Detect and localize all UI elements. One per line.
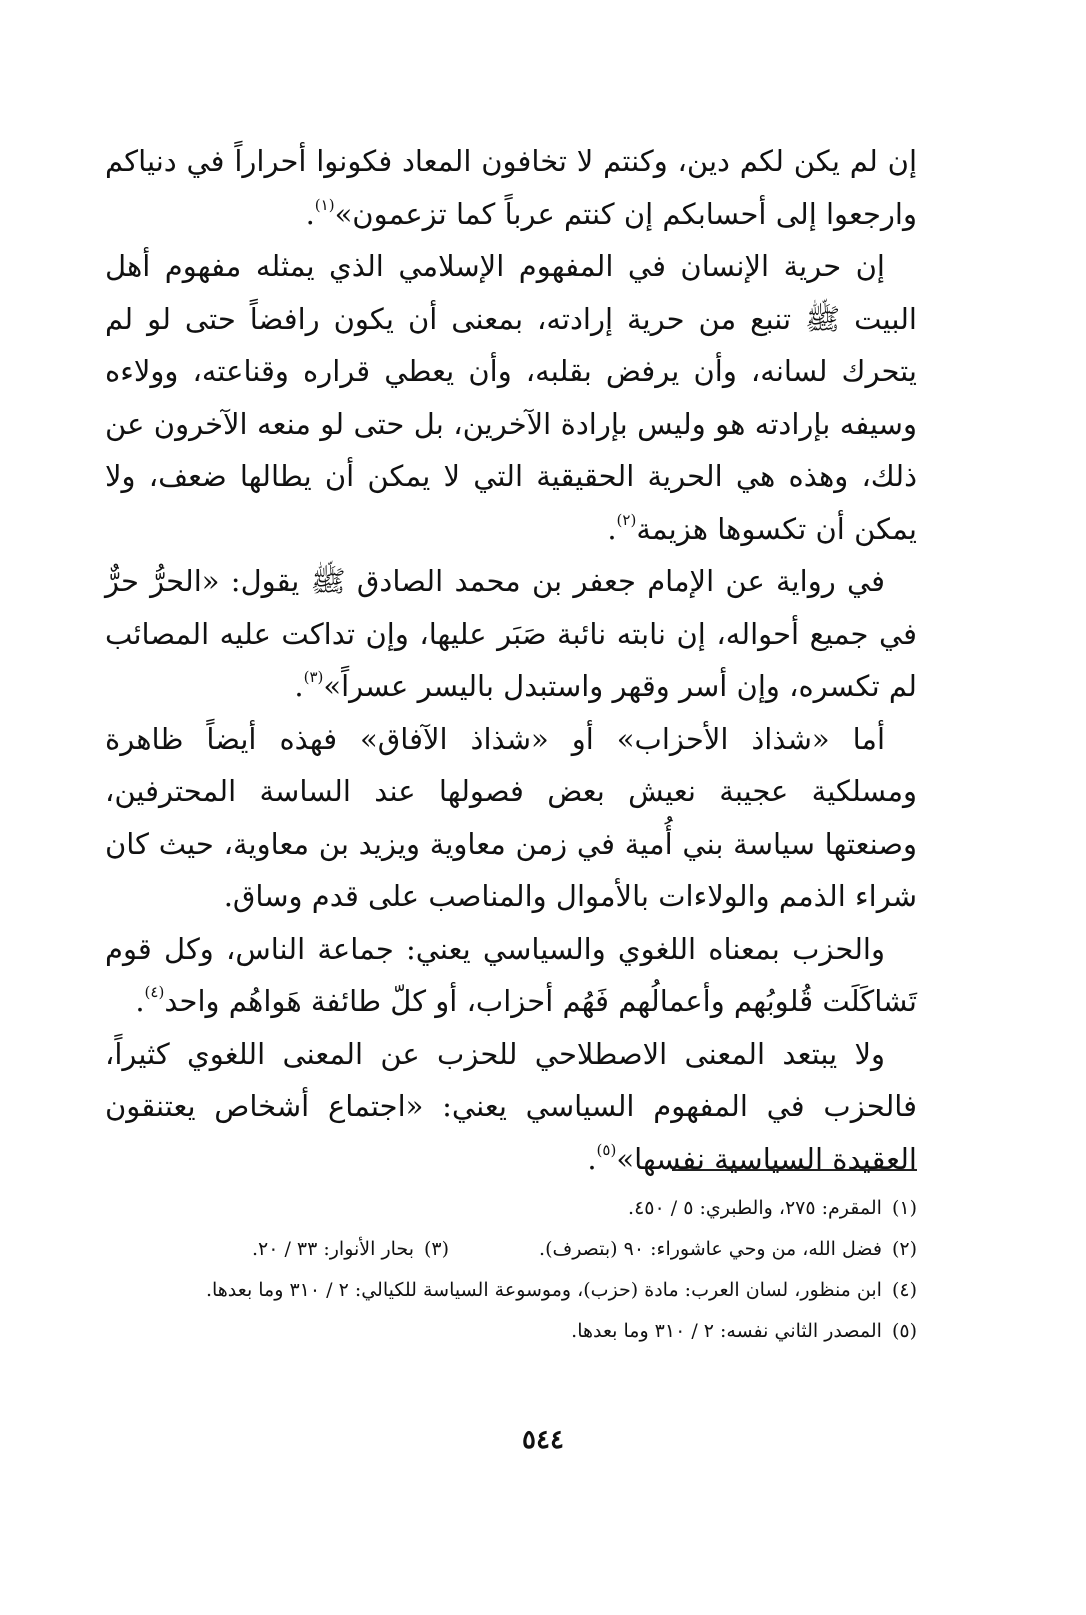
footnote-1: (١)المقرم: ٢٧٥، والطبري: ٥ / ٤٥٠. xyxy=(628,1197,917,1219)
paragraph-2: إن حرية الإنسان في المفهوم الإسلامي الذي يمثله مفهوم أهل البيت ﷺ تنبع من حرية إرادته، بمعنى أن يكون رافضاً حتى لو لم يتحرك لسانه، وأن يرفض بقلبه، وأن يعطي قراره وقناعته، وولاءه وسيفه بإرادته هو وليس بإرادة الآخرين، بل حتى لو منعه الآخرون عن ذلك، وهذه هي الحرية الحقيقية التي لا يمكن أن يطالها ضعف، ولا يمكن أن تكسوها هزيمة$^{(٢)}$. xyxy=(105,249,917,546)
paragraph-5: والحزب بمعناه اللغوي والسياسي يعني: جماعة الناس، وكل قوم تَشاكَلَت قُلوبُهم وأعمالُهم فَهُم أحزاب، أو كلّ طائفة هَواهُم واحد$^{(٤)}$. xyxy=(105,931,917,1018)
paragraph-6: ولا يبتعد المعنى الاصطلاحي للحزب عن المعنى اللغوي كثيراً، فالحزب في المفهوم السياسي يعني: «اجتماع أشخاص يعتنقون العقيدة السياسية نفسها»$^{(٥)}$. xyxy=(105,1036,917,1176)
paragraph-3: في رواية عن الإمام جعفر بن محمد الصادق ﷺ يقول: «الحرُّ حرٌّ في جميع أحواله، إن نابته نائبة صَبَر عليها، وإن تداكت عليه المصائب لم تكسره، وإن أسر وقهر واستبدل باليسر عسراً»$^{(٣)}$. xyxy=(105,564,917,703)
footnote-3: (٣)بحار الأنوار: ٣٣ / ٢٠. xyxy=(251,1238,450,1260)
page-number: ٥٤٤ xyxy=(522,1425,564,1455)
footnote-ref-5: (٥) xyxy=(596,1140,617,1159)
footnote-4: (٤)ابن منظور، لسان العرب: مادة (حزب)، وموسوعة السياسة للكيالي: ٢ / ٣١٠ وما بعدها. xyxy=(205,1279,917,1301)
footnote-5: (٥)المصدر الثاني نفسه: ٢ / ٣١٠ وما بعدها. xyxy=(571,1320,917,1342)
footnote-ref-1: (١) xyxy=(314,195,335,214)
footnote-2-and-3: (٢)فضل الله، من وحي عاشوراء: ٩٠ (بتصرف).(٣)بحار الأنوار: ٣٣ / ٢٠. xyxy=(105,1229,917,1270)
paragraph-4: أما «شذاذ الأحزاب» أو «شذاذ الآفاق» فهذه أيضاً ظاهرة ومسلكية عجيبة نعيش بعض فصولها عند الساسة المحترفين، وصنعتها سياسة بني أُمية في زمن معاوية ويزيد بن معاوية، حيث كان شراء الذمم والولاءات بالأموال والمناصب على قدم وساق. xyxy=(105,721,917,913)
footnote-separator xyxy=(672,1169,917,1171)
footnote-ref-2: (٢) xyxy=(616,510,637,529)
footnote-2: فضل الله، من وحي عاشوراء: ٩٠ (بتصرف). xyxy=(539,1238,882,1260)
main-text xyxy=(105,135,917,1185)
footnote-ref-3: (٣) xyxy=(303,668,324,686)
footnote-ref-4: (٤) xyxy=(144,983,165,1001)
paragraph-1: إن لم يكن لكم دين، وكنتم لا تخافون المعاد فكونوا أحراراً في دنياكم وارجعوا إلى أحسابكم إن كنتم عرباً كما تزعمون»$^{(١)}$. xyxy=(105,144,917,231)
footnotes xyxy=(105,1188,917,1352)
